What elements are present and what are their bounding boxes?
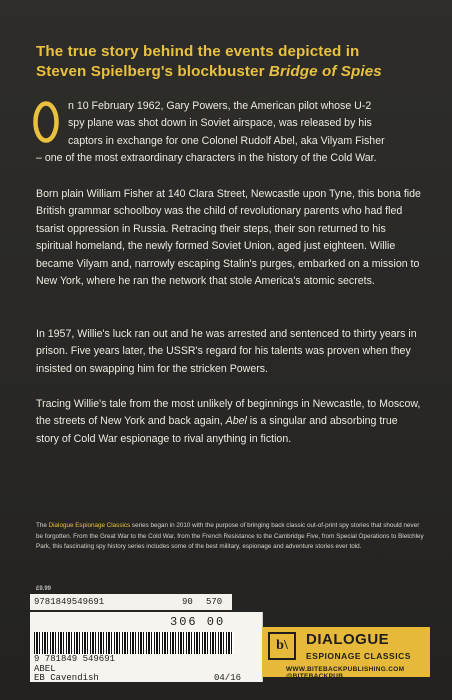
sticker-date: 04/16 (214, 673, 242, 683)
sticker-price: 306 00 (170, 615, 226, 629)
paragraph-1 (36, 98, 422, 168)
publisher-logo-icon: b\ (268, 632, 296, 660)
isbn-code-1: 90 (182, 597, 193, 607)
tagline-line-2 (36, 62, 426, 82)
series-prefix: The (36, 522, 49, 529)
barcode-sticker (30, 612, 263, 682)
paragraph-1-line-1: n 10 February 1962, Gary Powers, the American pilot whose U-2 (68, 100, 372, 112)
publisher-badge-subtitle: ESPIONAGE CLASSICS (306, 651, 411, 661)
paragraph-2: Born plain William Fisher at 140 Clara Street, Newcastle upon Tyne, this bona fide British grammar schoolboy was the child of revolutionary parents who had fled tsarist oppression in Russia. Retracing their steps, their son returned to his spiritual homeland, the newly formed Soviet Union, aged just eighteen. Willie became Vilyam and, narrowly escaping Stalin's purges, embarked on a mission to New York, where he ran the network that stole America's atomic secrets. (36, 188, 421, 288)
series-name: Dialogue Espionage Classics (48, 522, 131, 529)
paragraph-1-line-4: – one of the most extraordinary characters in the history of the Cold War. (36, 152, 377, 165)
tagline-line-1: The true story behind the events depicted in (36, 43, 360, 60)
sticker-location: EB Cavendish (34, 673, 99, 683)
price-strip: £9.99 (36, 586, 52, 592)
isbn-sticker (30, 594, 232, 610)
paragraph-1-line-2: spy plane was shot down in Soviet airspace, was released by his (68, 117, 372, 130)
series-text: series began in 2010 with the purpose of bringing back classic out-of-print spy stories that should never be forgotten. From the Great War to the Cold War, from the French Resistance to the Cambridge Five, from Special Operations to Bletchley Park, this fascinating spy history series includes some of the best military, espionage and adventure stories ever told. (36, 522, 424, 551)
publisher-website: WWW.BITEBACKPUBLISHING.COM @BITEBACKPUB (286, 666, 405, 680)
isbn-code-2: 570 (206, 597, 223, 607)
paragraph-4 (36, 396, 422, 448)
barcode (34, 632, 234, 654)
paragraph-3: In 1957, Willie's luck ran out and he was arrested and sentenced to thirty years in prison. Five years later, the USSR's regard for his talents was proven when they insisted on swapping him for the stricken Powers. (36, 328, 417, 375)
film-title: Bridge of Spies (268, 63, 382, 80)
paragraph-1-line-3: captors in exchange for one Colonel Rudolf Abel, aka Vilyam Fisher (68, 134, 385, 147)
book-title: Abel (225, 415, 247, 428)
paragraph-4-suffix: is a singular and absorbing true story of Cold War espionage to rival anything in fiction. (36, 415, 398, 445)
isbn-number: 9781849549691 (34, 597, 105, 607)
series-description (36, 521, 428, 553)
tagline (36, 42, 426, 82)
paragraph-4-prefix: Tracing Willie's tale from the most unlikely of beginnings in Newcastle, to Moscow, the streets of New York and back again, (36, 398, 421, 428)
tagline-line-2-prefix: Steven Spielberg's blockbuster (36, 63, 269, 80)
barcode-number: 9 781849 549691 (34, 654, 116, 664)
sticker-title: ABEL (34, 664, 56, 674)
publisher-badge-title: DIALOGUE (306, 631, 390, 648)
publisher-badge (262, 627, 430, 680)
